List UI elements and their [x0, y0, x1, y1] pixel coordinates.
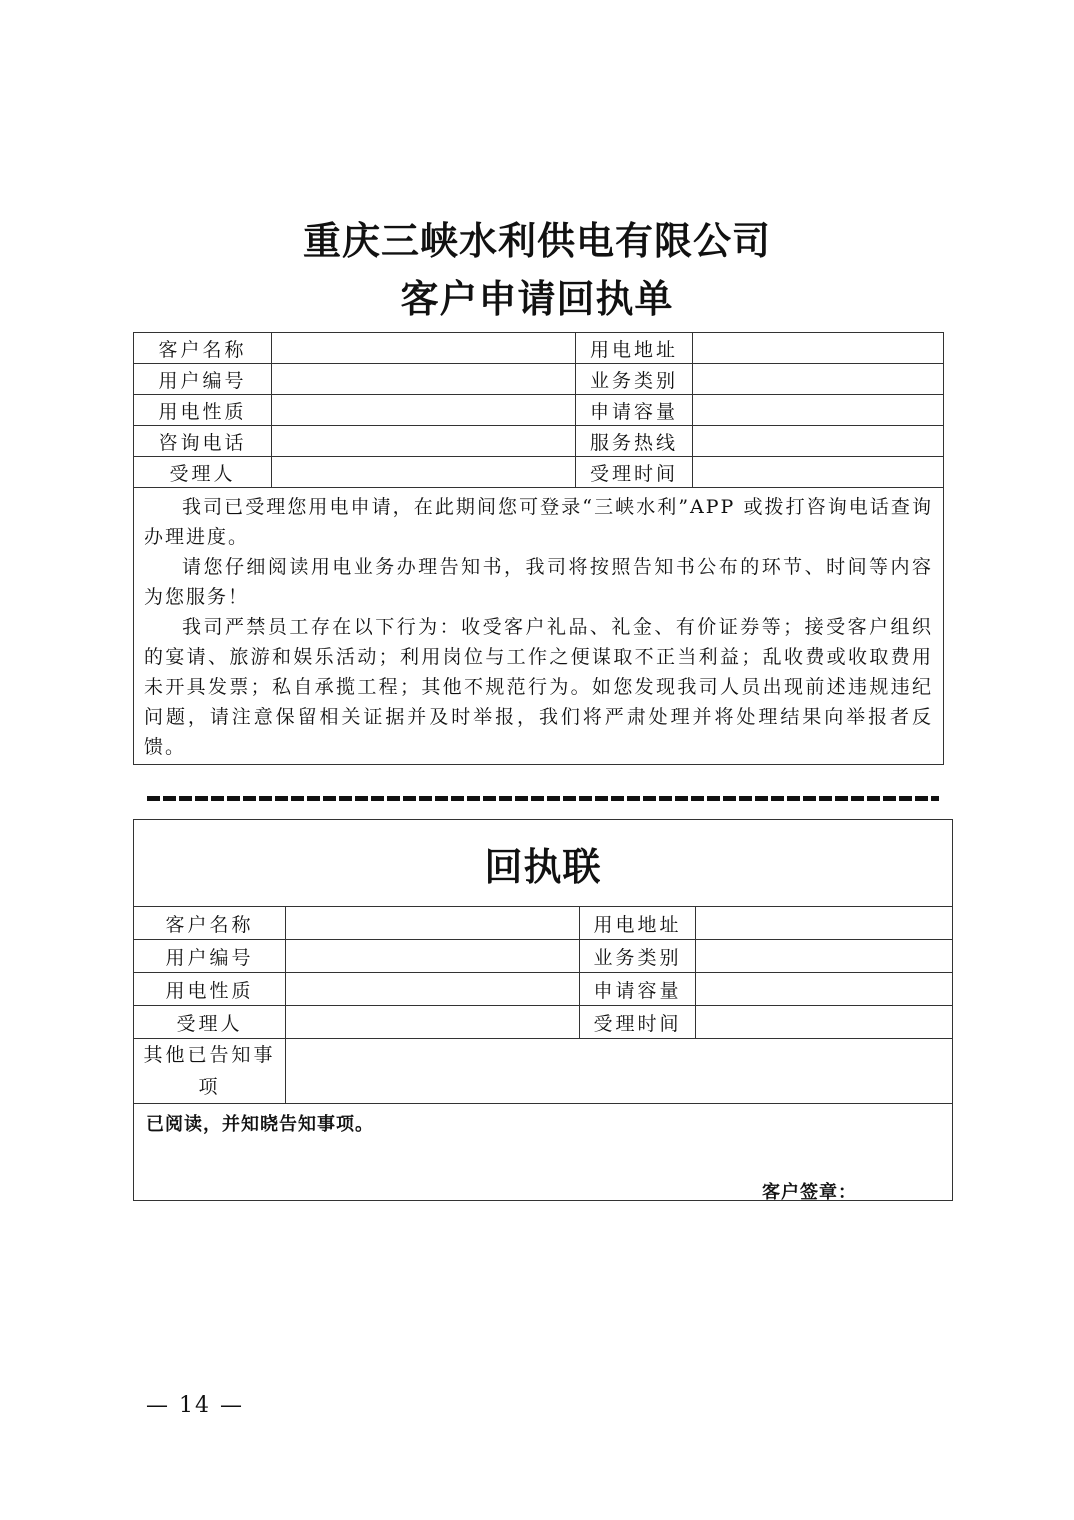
- form-row-notice: [134, 488, 944, 765]
- user-number-label: 用户编号: [134, 364, 272, 395]
- receipt-accept-time-field[interactable]: [696, 1006, 953, 1039]
- receipt-customer-name-label: 客户名称: [134, 907, 286, 940]
- receipt-capacity-label: 申请容量: [580, 973, 696, 1006]
- receipt-row-customer-name: [134, 907, 953, 940]
- notice-cell: [134, 488, 944, 765]
- receipt-capacity-field[interactable]: [696, 973, 953, 1006]
- customer-name-label: 客户名称: [134, 333, 272, 364]
- receipt-user-number-field[interactable]: [286, 940, 580, 973]
- receipt-usage-type-label: 用电性质: [134, 973, 286, 1006]
- receipt-title-row: [134, 820, 953, 907]
- phone-label: 咨询电话: [134, 426, 272, 457]
- notice-paragraph-service: 请您仔细阅读用电业务办理告知书，我司将按照告知书公布的环节、时间等内容为您服务！: [144, 556, 933, 608]
- receipt-address-label: 用电地址: [580, 907, 696, 940]
- accept-time-label: 受理时间: [576, 457, 693, 488]
- hotline-field[interactable]: [693, 426, 944, 457]
- handler-label: 受理人: [134, 457, 272, 488]
- receipt-table: [133, 819, 953, 1201]
- capacity-field[interactable]: [693, 395, 944, 426]
- receipt-title: 回执联: [134, 820, 953, 907]
- receipt-handler-field[interactable]: [286, 1006, 580, 1039]
- acknowledgement-cell: [134, 1104, 953, 1201]
- form-row-user-number: [134, 364, 944, 395]
- hotline-label: 服务热线: [576, 426, 693, 457]
- capacity-label: 申请容量: [576, 395, 693, 426]
- receipt-business-type-field[interactable]: [696, 940, 953, 973]
- accept-time-field[interactable]: [693, 457, 944, 488]
- receipt-customer-name-field[interactable]: [286, 907, 580, 940]
- cut-line: [147, 786, 939, 808]
- customer-name-field[interactable]: [272, 333, 576, 364]
- notice-paragraph-progress: 我司已受理您用电申请，在此期间您可登录“三峡水利”APP 或拨打咨询电话查询办理进度。: [144, 496, 933, 548]
- receipt-business-type-label: 业务类别: [580, 940, 696, 973]
- user-number-field[interactable]: [272, 364, 576, 395]
- company-title: 重庆三峡水利供电有限公司: [302, 219, 771, 263]
- business-type-field[interactable]: [693, 364, 944, 395]
- address-label: 用电地址: [576, 333, 693, 364]
- signature-label: 客户签章：: [762, 1182, 857, 1203]
- other-notified-field[interactable]: [286, 1039, 953, 1104]
- business-type-label: 业务类别: [576, 364, 693, 395]
- form-row-handler: [134, 457, 944, 488]
- acknowledgement-text: 已阅读，并知晓告知事项。: [146, 1114, 374, 1135]
- receipt-accept-time-label: 受理时间: [580, 1006, 696, 1039]
- receipt-row-handler: [134, 1006, 953, 1039]
- receipt-row-user-number: [134, 940, 953, 973]
- usage-type-label: 用电性质: [134, 395, 272, 426]
- form-row-customer-name: [134, 333, 944, 364]
- phone-field[interactable]: [272, 426, 576, 457]
- receipt-user-number-label: 用户编号: [134, 940, 286, 973]
- handler-field[interactable]: [272, 457, 576, 488]
- receipt-usage-type-field[interactable]: [286, 973, 580, 1006]
- receipt-handler-label: 受理人: [134, 1006, 286, 1039]
- notice-paragraph-prohibitions: 我司严禁员工存在以下行为：收受客户礼品、礼金、有价证券等；接受客户组织的宴请、旅游和娱乐活动；利用岗位与工作之便谋取不正当利益；乱收费或收取费用未开具发票；私自承揽工程；其他不规范行为。如您发现我司人员出现前述违规违纪问题，请注意保留相关证据并及时举报，我们将严肃处理并将处理结果向举报者反馈。: [144, 616, 933, 758]
- other-notified-label: 其他已告知事项: [134, 1039, 286, 1104]
- page-number: — 14 —: [146, 1393, 244, 1418]
- receipt-row-acknowledgement: [134, 1104, 953, 1201]
- form-title: 客户申请回执单: [400, 277, 674, 321]
- receipt-address-field[interactable]: [696, 907, 953, 940]
- form-row-usage-type: [134, 395, 944, 426]
- usage-type-field[interactable]: [272, 395, 576, 426]
- application-form-table: [133, 332, 944, 765]
- address-field[interactable]: [693, 333, 944, 364]
- receipt-row-usage-type: [134, 973, 953, 1006]
- receipt-row-other: [134, 1039, 953, 1104]
- form-row-phone: [134, 426, 944, 457]
